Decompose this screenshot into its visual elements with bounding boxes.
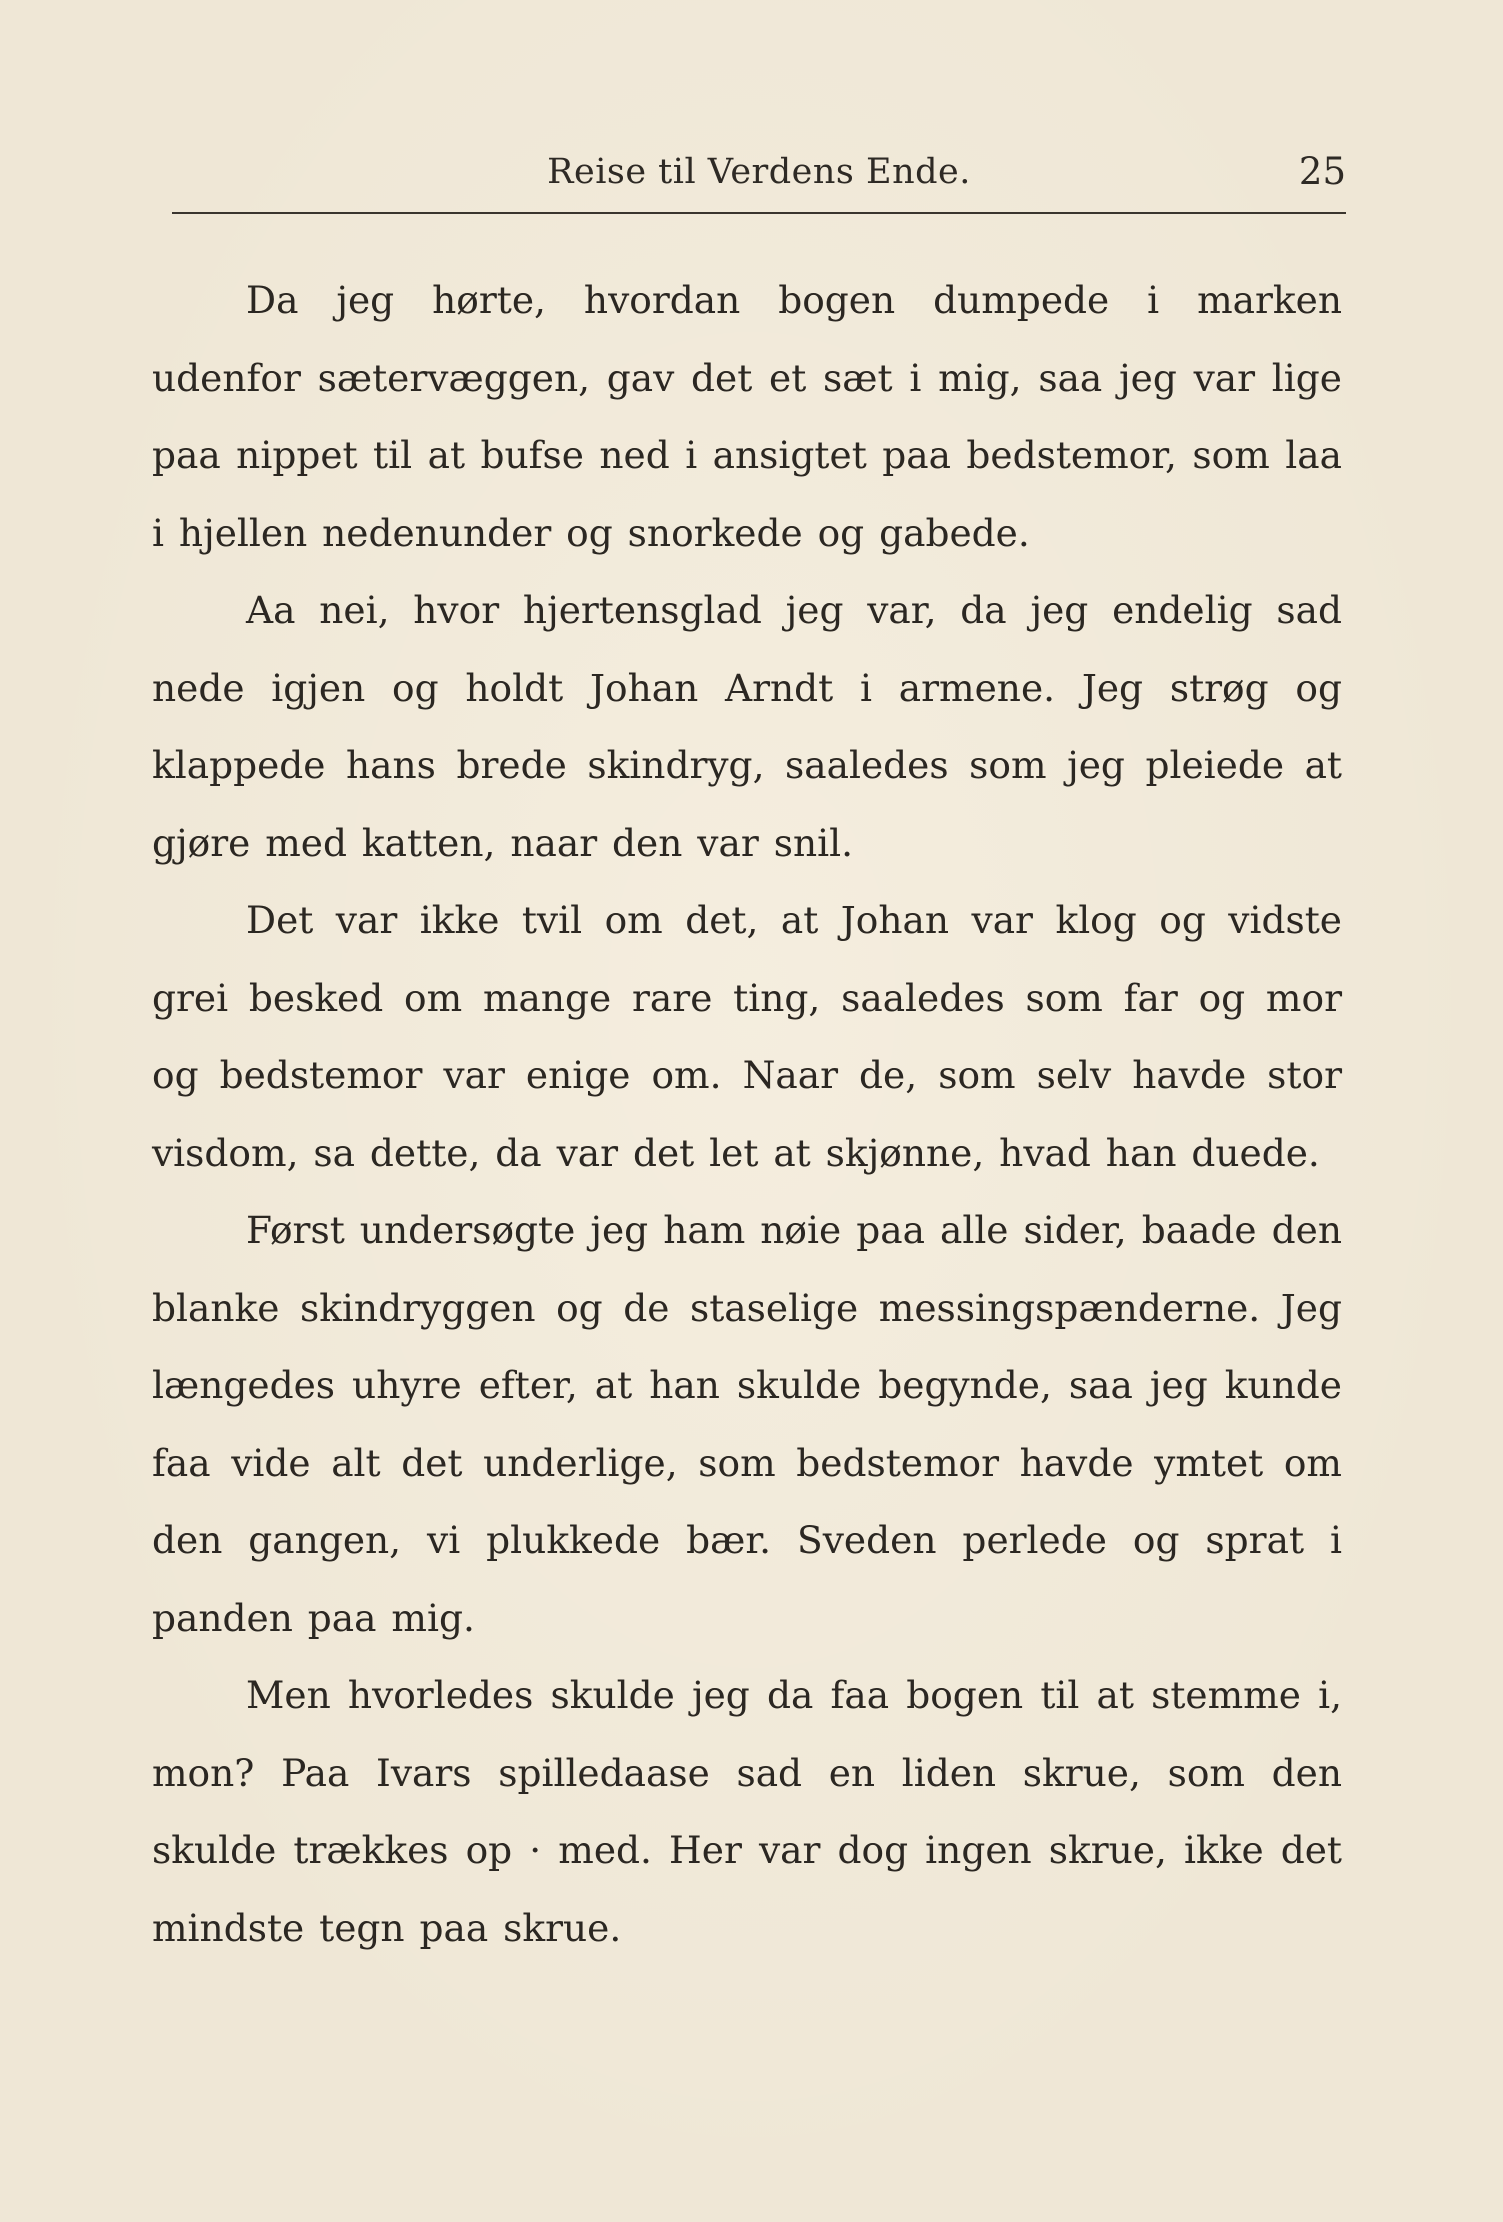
paragraph-1: Da jeg hørte, hvordan bogen dumpede i marken udenfor sætervæggen, gav det et sæt i mig, saa jeg var lige paa nippet til at bufse ned i ansigtet paa bedstemor, som laa i hjellen nedenunder og snorkede og gabede. — [152, 278, 1342, 555]
page-number: 25 — [1298, 150, 1346, 193]
paragraph-2: Aa nei, hvor hjertensglad jeg var, da jeg endelig sad nede igjen og holdt Johan Arndt i armene. Jeg strøg og klappede hans brede skindryg, saaledes som jeg pleiede at gjøre med katten, naar den var snil. — [152, 588, 1342, 865]
paragraph-3: Det var ikke tvil om det, at Johan var klog og vidste grei besked om mange rare ting, saaledes som far og mor og bedstemor var enige om. Naar de, som selv havde stor visdom, sa dette, da var det let at skjønne, hvad han duede. — [152, 898, 1342, 1175]
running-head-title: Reise til Verdens Ende. — [547, 152, 971, 192]
header-rule — [172, 212, 1346, 214]
paragraph-4: Først undersøgte jeg ham nøie paa alle sider, baade den blanke skindryggen og de staselige messingspænderne. Jeg længedes uhyre efter, at han skulde begynde, saa jeg kunde faa vide alt det underlige, som bedstemor havde ymtet om den gangen, vi plukkede bær. Sveden perlede og sprat i panden paa mig. — [152, 1208, 1342, 1640]
body-text — [152, 262, 1342, 1967]
paragraph-5: Men hvorledes skulde jeg da faa bogen til at stemme i, mon? Paa Ivars spilledaase sad en liden skrue, som den skulde trækkes op · med. Her var dog ingen skrue, ikke det mindste tegn paa skrue. — [152, 1673, 1342, 1950]
running-head — [172, 146, 1346, 206]
